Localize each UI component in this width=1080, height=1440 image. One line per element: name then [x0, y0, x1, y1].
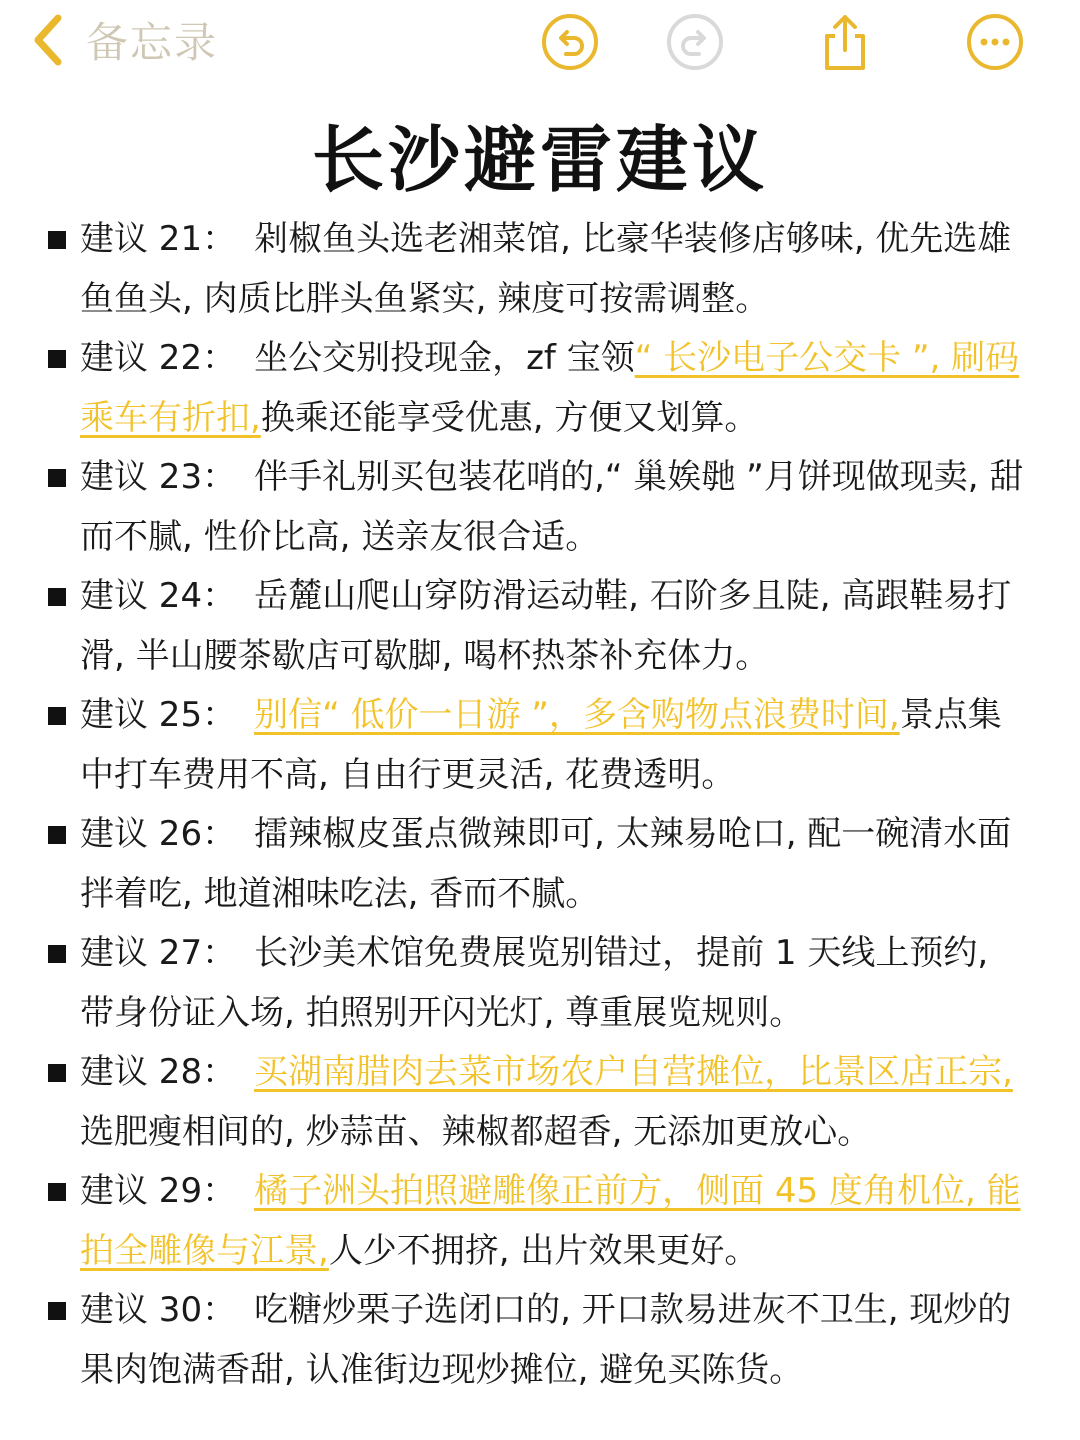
chevron-left-icon	[28, 8, 68, 72]
tip-highlight: “ 长沙电子公交卡 ”, 刷码乘车有折扣,	[80, 338, 1020, 438]
undo-button[interactable]	[540, 12, 600, 72]
square-bullet-icon	[48, 588, 66, 606]
more-button[interactable]	[965, 12, 1025, 72]
tip-item	[0, 686, 1080, 805]
square-bullet-icon	[48, 945, 66, 963]
tip-label: 建议 25：	[80, 695, 237, 735]
tip-label: 建议 23：	[80, 457, 237, 497]
tip-text: 吃糖炒栗子选闭口的, 开口款易进灰不卫生, 现炒的果肉饱满香甜, 认准街边现炒摊位, 避免买陈货。	[80, 1290, 1012, 1390]
tip-label: 建议 21：	[80, 219, 237, 259]
tip-text: 岳麓山爬山穿防滑运动鞋, 石阶多且陡, 高跟鞋易打滑, 半山腰茶歇店可歇脚, 喝杯热茶补充体力。	[80, 576, 1012, 676]
tips-list	[0, 210, 1080, 1400]
back-button[interactable]	[28, 8, 218, 72]
tip-text: 擂辣椒皮蛋点微辣即可, 太辣易呛口, 配一碗清水面拌着吃, 地道湘味吃法, 香而不腻。	[80, 814, 1012, 914]
share-icon	[815, 12, 875, 72]
square-bullet-icon	[48, 707, 66, 725]
square-bullet-icon	[48, 469, 66, 487]
tip-item	[0, 448, 1080, 567]
square-bullet-icon	[48, 1302, 66, 1320]
tip-highlight: 橘子洲头拍照避雕像正前方，侧面 45 度角机位, 能拍全雕像与江景,	[80, 1171, 1021, 1271]
tip-text: 换乘还能享受优惠, 方便又划算。	[260, 397, 759, 438]
tip-item	[0, 1162, 1080, 1281]
tip-item	[0, 805, 1080, 924]
tip-highlight: 买湖南腊肉去菜市场农户自营摊位，比景区店正宗,	[254, 1052, 1013, 1092]
tip-label: 建议 22：	[80, 338, 237, 378]
back-label: 备忘录	[86, 18, 219, 67]
tip-text: 景点集中打车费用不高, 自由行更灵活, 花费透明。	[80, 695, 1002, 795]
tip-text: 伴手礼别买包装花哨的,“ 巢娭毑 ”月饼现做现卖, 甜而不腻, 性价比高, 送亲友很合适。	[80, 457, 1024, 557]
tip-text: 长沙美术馆免费展览别错过，提前 1 天线上预约, 带身份证入场, 拍照别开闪光灯, 尊重展览规则。	[80, 933, 989, 1033]
top-toolbar	[0, 0, 1080, 90]
square-bullet-icon	[48, 350, 66, 368]
tip-text: 剁椒鱼头选老湘菜馆, 比豪华装修店够味, 优先选雄鱼鱼头, 肉质比胖头鱼紧实, 辣度可按需调整。	[80, 219, 1012, 319]
tip-highlight: 别信“ 低价一日游 ”，多含购物点浪费时间,	[254, 695, 900, 735]
square-bullet-icon	[48, 826, 66, 844]
tip-label: 建议 30：	[80, 1290, 237, 1330]
more-icon	[965, 12, 1025, 72]
square-bullet-icon	[48, 1064, 66, 1082]
tip-label: 建议 26：	[80, 814, 237, 854]
tip-item	[0, 329, 1080, 448]
tip-item	[0, 1043, 1080, 1162]
tip-item	[0, 567, 1080, 686]
tip-text: 人少不拥挤, 出片效果更好。	[328, 1230, 759, 1271]
tip-label: 建议 29：	[80, 1171, 237, 1211]
tip-item	[0, 924, 1080, 1043]
tip-label: 建议 28：	[80, 1052, 237, 1092]
square-bullet-icon	[48, 231, 66, 249]
share-button[interactable]	[815, 12, 875, 72]
tip-item	[0, 1281, 1080, 1400]
redo-icon	[665, 12, 725, 72]
tip-text: 选肥瘦相间的, 炒蒜苗、辣椒都超香, 无添加更放心。	[80, 1111, 872, 1152]
note-title: 长沙避雷建议	[311, 118, 768, 202]
tip-item	[0, 210, 1080, 329]
undo-icon	[540, 12, 600, 72]
tip-label: 建议 24：	[80, 576, 237, 616]
redo-button[interactable]	[665, 12, 725, 72]
tip-label: 建议 27：	[80, 933, 237, 973]
tip-text: 坐公交别投现金，zf 宝领	[254, 338, 635, 378]
square-bullet-icon	[48, 1183, 66, 1201]
